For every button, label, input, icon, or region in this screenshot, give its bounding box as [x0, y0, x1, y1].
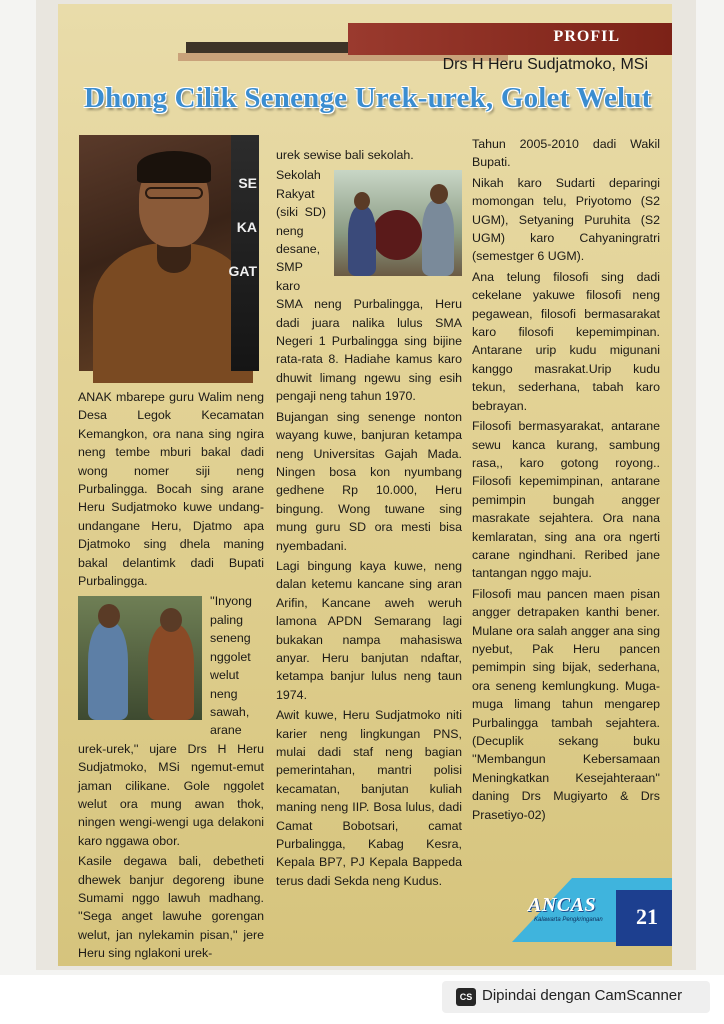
author-line: Drs H Heru Sudjatmoko, MSi: [442, 56, 648, 73]
figure-right: [422, 200, 454, 276]
paragraph: Ana telung filosofi sing dadi cekelane yakuwe filosofi neng pegawean, filosofi bermasarakat karo filosofi kepemimpinan. Antarane urip kudu migunani kanggo masrakat.Urip kudu tekun, sederhana, tabah karo bebrayan.: [472, 269, 660, 413]
article-column-2: [276, 146, 462, 892]
logo-tagline: Kalawarta Pengkringanan: [534, 917, 603, 923]
portrait-collar: [157, 243, 191, 273]
portrait-photo: [79, 135, 259, 371]
paragraph: Bujangan sing senenge nonton wayang kuwe, banjuran ketampa neng Universitas Gajah Mada. Ningen bosa kon nyumbang gedhene Rp 10.000, Heru bingung. Wong tuwane sing mung guru SD ora mesti bisa nyembadani.: [276, 409, 462, 553]
camscanner-text: Dipindai dengan CamScanner: [482, 987, 683, 1004]
paragraph: Kasile degawa bali, debetheti dhewek banjur degoreng ibune Sumami nggo lawuh madhang. ''Sega anget lawuhe gorengan welut, jan nylekamin pisan,'' jere Heru sing nglakoni urek-: [78, 854, 264, 961]
figure-right: [148, 624, 194, 720]
banner-letters-1: SE: [238, 175, 257, 191]
headline: Dhong Cilik Senenge Urek-urek, Golet Welut: [84, 82, 652, 114]
paragraph: Nikah karo Sudarti deparingi momongan telu, Priyotomo (S2 UGM), Setyaning Puruhita (S2 UGM) karo Cahyaningratri (semestger 6 UGM).: [472, 175, 660, 264]
portrait-banner: [228, 135, 259, 371]
paragraph: Filosofi mau pancen maen pisan angger detrapaken kanthi bener. Mulane ora salah angger ana sing nyebut, Pak Heru pancen pemimpin sing bijak, sederhana, ora seneng kemlungkung. Muga-muga limang tahun mengarep Purbalingga tambah sejahtera. (Decuplik sekang buku ''Membangun Kebersamaan Meningkatkan Kesejahteraan'' daning Drs Mugiyarto & Drs Prasetiyo-02): [472, 586, 660, 822]
paragraph: Filosofi bermasyarakat, antarane sewu kanca kurang, sambung rasa,, karo gotong royong.. Filosofi kepemimpinan, antarane pemimpin bungah angger masrakate sejahtera. Ora nana kemlaratan, sing ana ora ngerti carane ngindhani. Reribed jane tantangan nggo maju.: [472, 419, 660, 581]
section-bar: [348, 23, 672, 55]
paragraph: Lagi bingung kaya kuwe, neng dalan ketemu kancane sing aran Arifin, Kancane aweh weruh lamona APDN Semarang lagi bukakan nampa mahasiswa anyar. Heru banjutan ndaftar, ketampa banjur lulus neng taun 1974.: [276, 558, 462, 702]
article-column-1: [78, 388, 264, 965]
figure-left: [348, 206, 376, 276]
paragraph: Tahun 2005-2010 dadi Wakil Bupati.: [472, 137, 660, 170]
camscanner-icon: CS: [456, 988, 476, 1006]
decorative-shield: [372, 210, 422, 260]
page-number: 21: [636, 904, 658, 929]
portrait-glasses: [145, 187, 203, 199]
figure-left: [88, 622, 128, 720]
paragraph: ''Inyong paling seneng nggolet welut neng sawah, arane urek-urek,'' ujare Drs H Heru Sudjatmoko, MSi ngemut-emut jaman cilikane. Gole nggolet welut ora mung awan thok, ningen wengi-wengi uga delakoni karo nggawa obor.: [78, 594, 264, 848]
banner-letters-2: KA: [236, 219, 257, 235]
portrait-hair: [137, 151, 211, 183]
banner-letters-3: GAT: [228, 263, 257, 279]
paragraph: ANAK mbarepe guru Walim neng Desa Legok Kecamatan Kemangkon, ora nana sing ngira neng tembe mburi bakal dadi wong nomer siji neng Purbalingga. Bocah sing arane Heru Sudjatmoko kuwe undang-undangane Heru, Djatmo apa Djatmoko sing dhela maning bakal delantimk dadi Bupati Purbalingga.: [78, 390, 264, 589]
section-label: PROFIL: [553, 28, 620, 45]
magazine-page: [58, 4, 672, 966]
paragraph: urek sewise bali sekolah.: [276, 148, 414, 162]
article-column-3: [472, 135, 660, 826]
paragraph: Sekolah Rakyat (siki SD) neng desane, SMP karo SMA neng Purbalingga, Heru dadi juara nalika lulus SMA Negeri 1 Purbalingga sing bijine rata-rata 8. Hadiahe kamus karo dhuwit limang ngewu sing esih pengaji neng tahun 1970.: [276, 168, 462, 404]
handshake-photo-1: [334, 170, 462, 276]
handshake-photo-2: [78, 596, 202, 720]
logo-name: ANCAS: [528, 894, 597, 916]
paragraph: Awit kuwe, Heru Sudjatmoko niti karier neng lingkungan PNS, mulai dadi staf neng bagian pemerintahan, mantri polisi kecamatan, banjutan kuliah maning neng IIP. Bosa lulus, dadi Camat Bobotsari, camat Purbalingga, Kabag Kesra, Kepala BP7, PJ Kepala Bappeda terus dadi Sekda neng Kudus.: [276, 708, 462, 888]
